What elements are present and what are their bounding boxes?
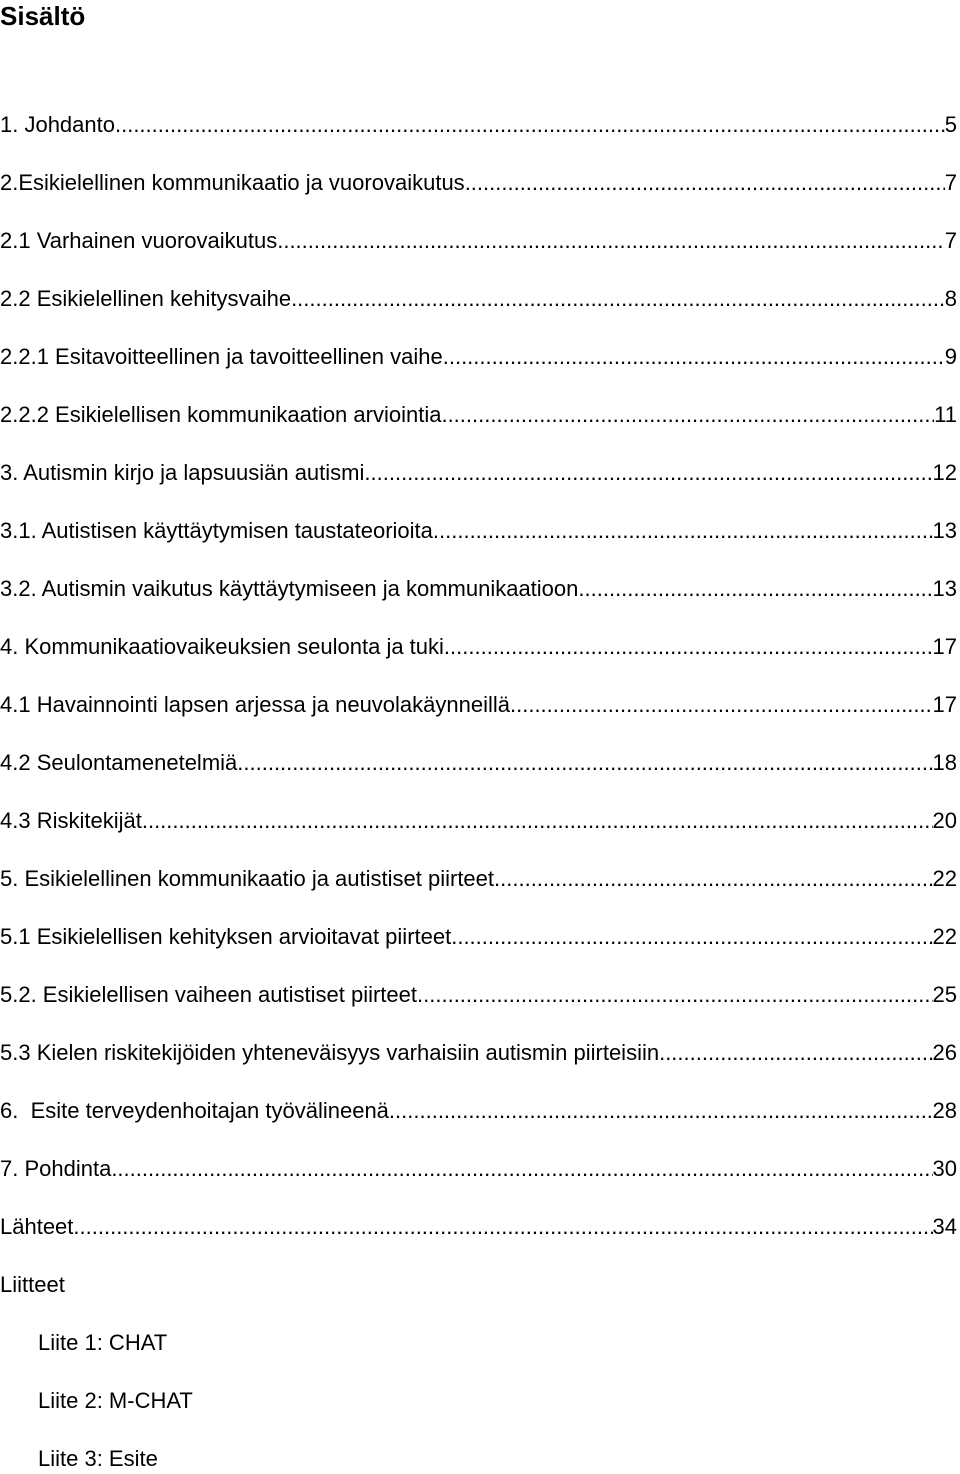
toc-entry[interactable] [0,632,957,662]
toc-entry-label: 5.3 Kielen riskitekijöiden yhteneväisyys varhaisiin autismin piirteisiin [0,1040,660,1065]
toc-entry-label: 2.2 Esikielellinen kehitysvaihe [0,286,292,311]
toc-entry-page: 5 [944,112,957,137]
toc-entry[interactable] [0,516,957,546]
appendix-item[interactable]: Liite 2: M-CHAT [38,1388,193,1413]
dot-leader [111,1154,932,1184]
dot-leader [115,110,945,140]
toc-entry-page: 18 [932,750,957,775]
toc-entry-label: 2.Esikielellinen kommunikaatio ja vuorovaikutus [0,170,465,195]
appendices-heading: Liitteet [0,1272,65,1297]
toc-entry-page: 9 [944,344,957,369]
toc-entry[interactable] [0,748,957,778]
toc-entry-label: 2.2.1 Esitavoitteellinen ja tavoitteellinen vaihe [0,344,443,369]
toc-entry-page: 7 [944,228,957,253]
toc-entry-label: Lähteet [0,1214,74,1239]
toc-entry-page: 22 [932,924,957,949]
toc-entry-label: 4.1 Havainnointi lapsen arjessa ja neuvolakäynneillä [0,692,510,717]
toc-entry-page: 13 [932,518,957,543]
dot-leader [441,400,934,430]
toc-entry-label: 4.2 Seulontamenetelmiä [0,750,238,775]
toc-entry[interactable] [0,574,957,604]
dot-leader [277,226,945,256]
dot-leader [494,864,933,894]
toc-entry-page: 17 [932,692,957,717]
toc-entry[interactable] [0,806,957,836]
toc-entry[interactable] [0,110,957,140]
toc-entry-page: 20 [932,808,957,833]
toc-entry-page: 26 [932,1040,957,1065]
toc-entry-label: 4. Kommunikaatiovaikeuksien seulonta ja tuki [0,634,444,659]
toc-entry[interactable] [0,400,957,430]
toc-entry-label: 4.3 Riskitekijät [0,808,142,833]
dot-leader [237,748,932,778]
toc-entry-label: 5. Esikielellinen kommunikaatio ja autistiset piirteet [0,866,495,891]
toc-entry-label: 1. Johdanto [0,112,115,137]
toc-entry-label: 2.2.2 Esikielellisen kommunikaation arviointia [0,402,442,427]
toc-entry-label: 7. Pohdinta [0,1156,112,1181]
toc-entry-label: 5.1 Esikielellisen kehityksen arvioitavat piirteet [0,924,452,949]
toc-entry-page: 28 [932,1098,957,1123]
toc-entry[interactable] [0,226,957,256]
toc-entry[interactable] [0,922,957,952]
dot-leader [444,632,933,662]
toc-entry[interactable] [0,980,957,1010]
dot-leader [510,690,933,720]
toc-entry-page: 13 [932,576,957,601]
toc-entry-label: 6. Esite terveydenhoitajan työvälineenä [0,1098,389,1123]
toc-entry-page: 17 [932,634,957,659]
toc-entry[interactable] [0,342,957,372]
toc-entry-label: 2.1 Varhainen vuorovaikutus [0,228,278,253]
toc-entry-page: 12 [932,460,957,485]
toc-entry-page: 34 [932,1214,957,1239]
toc-entry[interactable] [0,864,957,894]
toc-entry[interactable] [0,1212,957,1242]
toc-entry-page: 8 [944,286,957,311]
dot-leader [73,1212,932,1242]
appendix-item[interactable]: Liite 1: CHAT [38,1330,168,1355]
toc-entry-page: 25 [932,982,957,1007]
dot-leader [578,574,932,604]
toc-entry[interactable] [0,168,957,198]
toc-entry-label: 3.1. Autistisen käyttäytymisen taustateorioita [0,518,433,543]
dot-leader [659,1038,932,1068]
toc-entry[interactable] [0,1038,957,1068]
toc-entry[interactable] [0,458,957,488]
toc-entry-page: 22 [932,866,957,891]
toc-entry-page: 30 [932,1156,957,1181]
dot-leader [465,168,945,198]
dot-leader [389,1096,933,1126]
page-title: Sisältö [0,1,86,31]
toc-entry-page: 7 [944,170,957,195]
toc-entry-label: 3. Autismin kirjo ja lapsuusiän autismi [0,460,365,485]
dot-leader [433,516,933,546]
dot-leader [291,284,945,314]
toc-entry-label: 3.2. Autismin vaikutus käyttäytymiseen ja kommunikaatioon [0,576,579,601]
dot-leader [142,806,933,836]
toc-entry[interactable] [0,284,957,314]
dot-leader [364,458,932,488]
appendix-item[interactable]: Liite 3: Esite [38,1446,158,1471]
dot-leader [443,342,945,372]
dot-leader [417,980,933,1010]
dot-leader [451,922,932,952]
toc-entry-page: 11 [934,402,957,427]
toc-entry-label: 5.2. Esikielellisen vaiheen autistiset piirteet [0,982,418,1007]
toc-entry[interactable] [0,1154,957,1184]
toc-entry[interactable] [0,1096,957,1126]
toc-entry[interactable] [0,690,957,720]
